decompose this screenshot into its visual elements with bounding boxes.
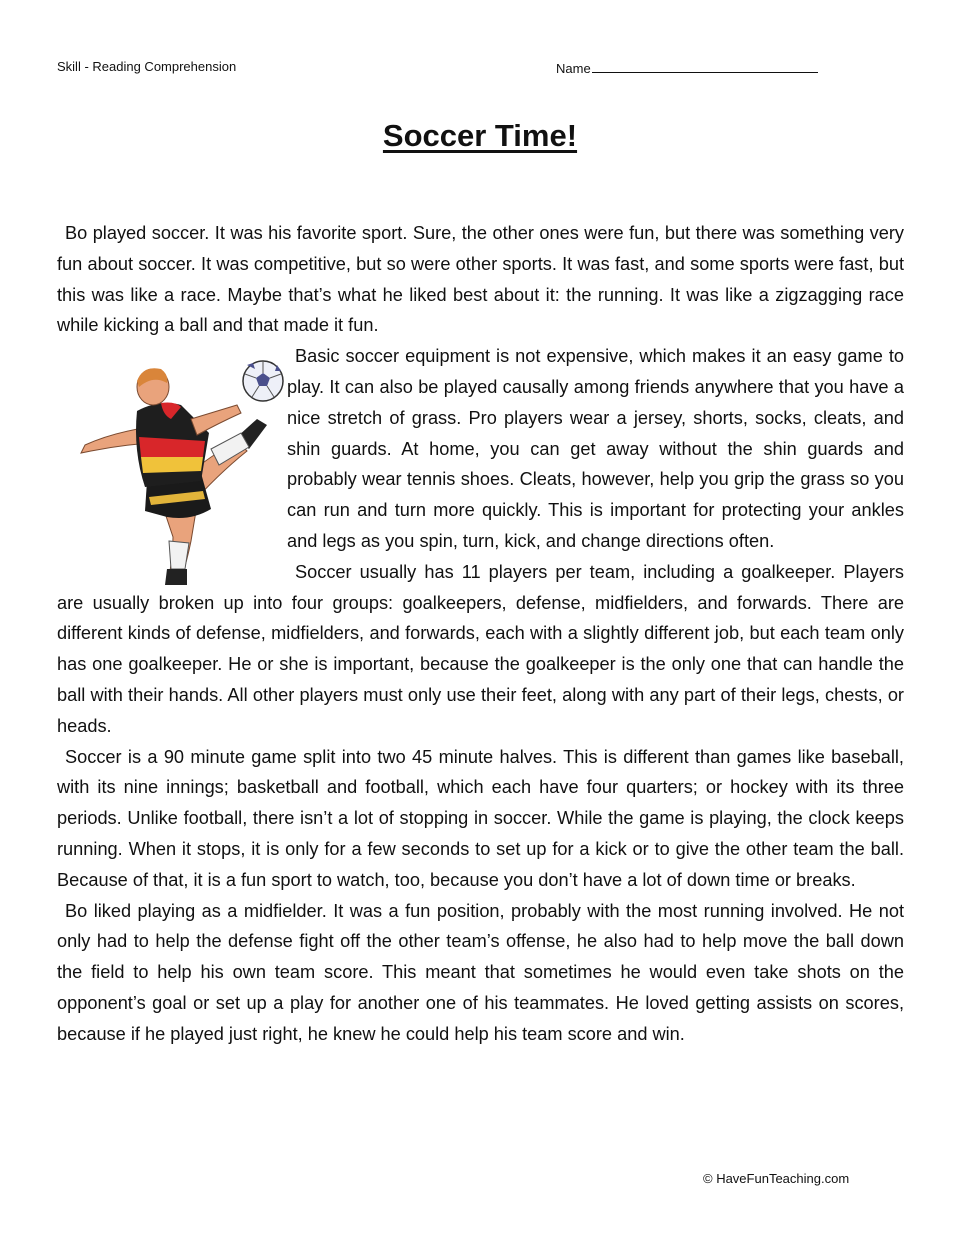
paragraph-2: Basic soccer equipment is not expensive, which makes it an easy game to play. It can also be played causally among friends anywhere that you have a nice stretch of grass. Pro players wear a jersey, shorts, socks, cleats, and shin guards. At home, you can get away without the shin guards and probably wear tennis shoes. Cleats, however, help you grip the grass so you can run and turn more quickly. This is important for protecting your ankles and legs as you spin, turn, kick, and change directions often. [287, 346, 904, 551]
reading-passage [57, 218, 904, 1050]
paragraph-1: Bo played soccer. It was his favorite sport. Sure, the other ones were fun, but there was something very fun about soccer. It was competitive, but so were other sports. It was fast, and some sports were fast, but this was like a race. Maybe that’s what he liked best about it: the running. It was like a zigzagging race while kicking a ball and that made it fun. [57, 223, 904, 336]
paragraph-5: Bo liked playing as a midfielder. It was a fun position, probably with the most running involved. He not only had to help the defense fight off the other team’s offense, he also had to help move the ball down the field to help his own team score. This meant that sometimes he would even take shots on the opponent’s goal or set up a play for another one of his teammates. He loved getting assists on scores, because if he played just right, he knew he could help his team score and win. [57, 900, 904, 1044]
paragraph-3: Soccer usually has 11 players per team, including a goalkeeper. Players are usually broken up into four groups: goalkeepers, defense, midfielders, and forwards. There are different kinds of defense, midfielders, and forwards, each with a slightly different job, but each team only has one goalkeeper. He or she is important, because the goalkeeper is the only one that can handle the ball with their hands. All other players must only use their feet, along with any part of their legs, chests, or heads. [57, 561, 904, 736]
worksheet-title: Soccer Time! [382, 118, 578, 153]
skill-label: Skill - Reading Comprehension [57, 59, 237, 74]
name-field [556, 59, 818, 76]
name-label: Name [556, 61, 591, 76]
soccer-player-illustration [41, 341, 287, 586]
soccer-ball-icon [243, 361, 283, 401]
name-blank-line [592, 59, 818, 73]
paragraph-4: Soccer is a 90 minute game split into two 45 minute halves. This is different than games like baseball, with its nine innings; basketball and football, which each have four quarters; or hockey with its three periods. Unlike football, there isn’t a lot of stopping in soccer. While the game is playing, the clock keeps running. When it stops, it is only for a few seconds to set up for a kick or to give the other team the ball. Because of that, it is a fun sport to watch, too, because you don’t have a lot of down time or breaks. [57, 746, 904, 890]
copyright-footer: © HaveFunTeaching.com [703, 1171, 850, 1186]
